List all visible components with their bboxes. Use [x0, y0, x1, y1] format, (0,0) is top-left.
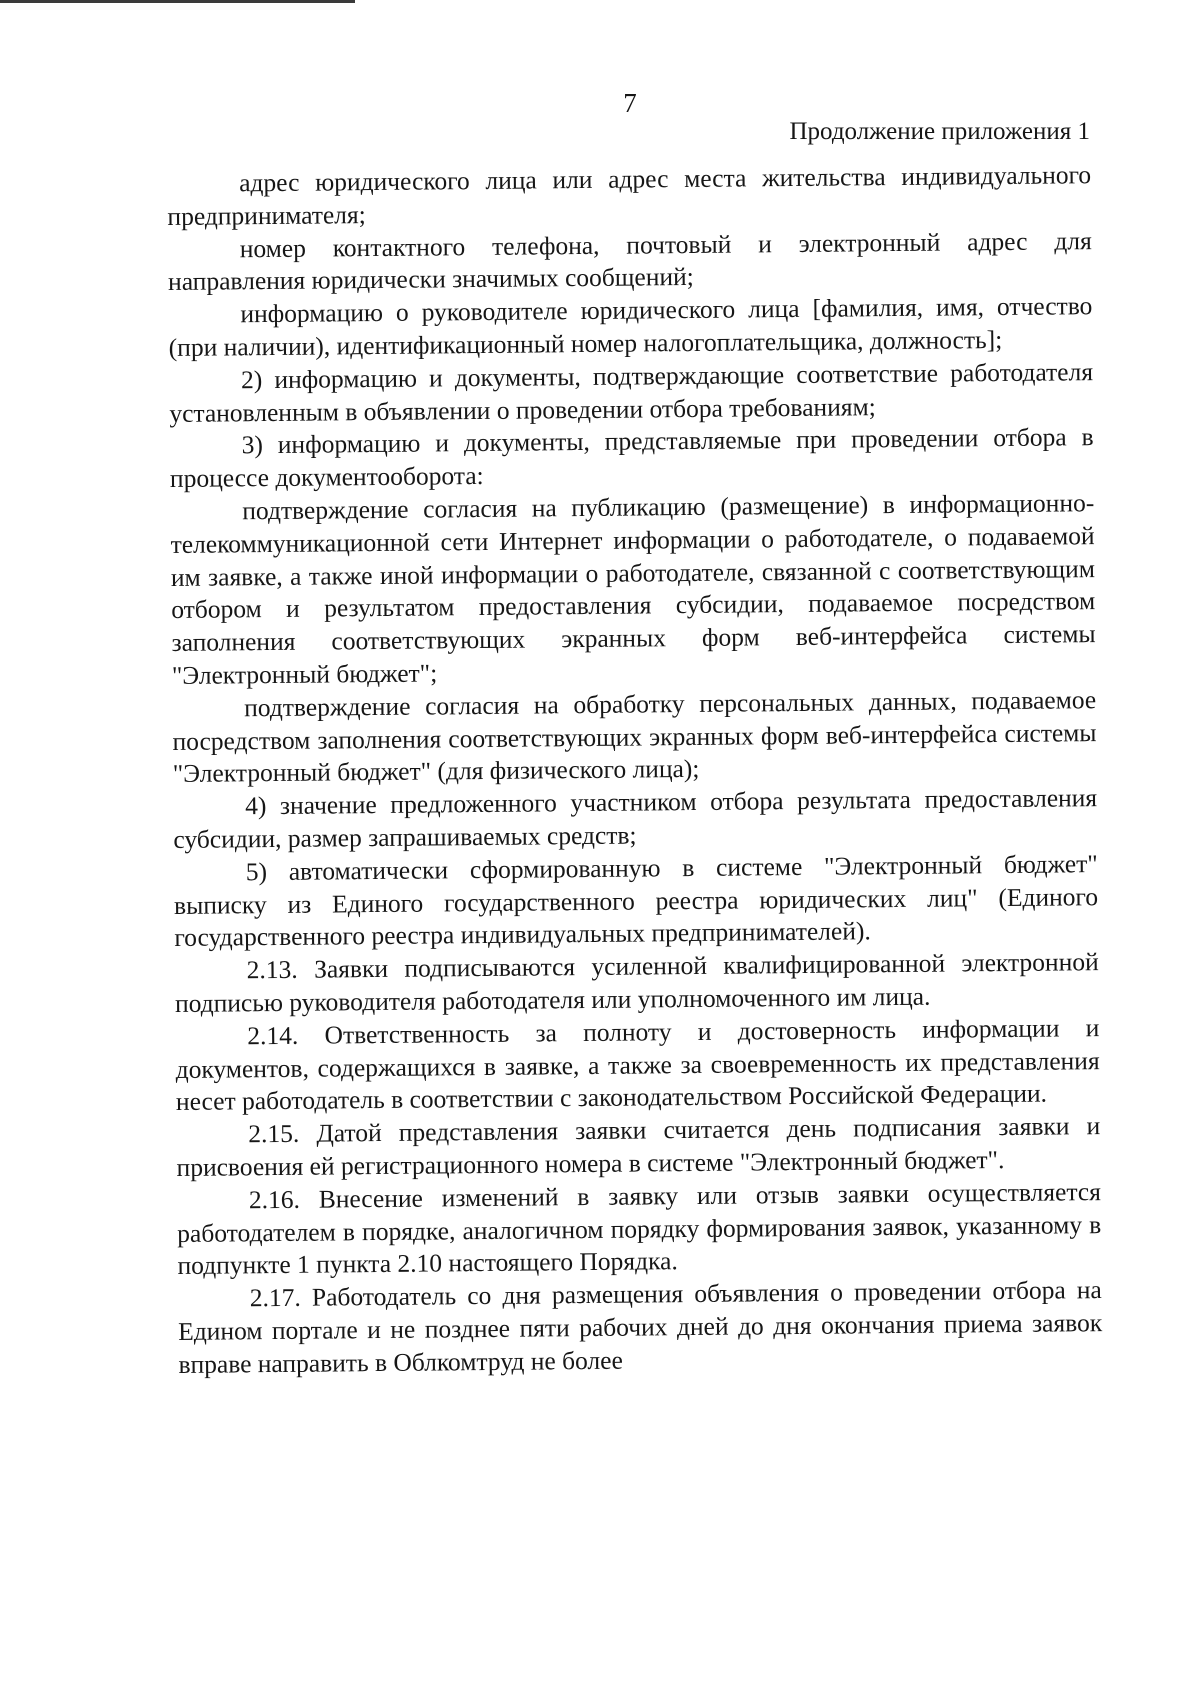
- paragraph-9: 5) автоматически сформированную в системе "Электронный бюджет" выписку из Единого государственного реестра юридических лиц" (Единого государственного реестра индивидуальных предпринимателей).: [173, 848, 1099, 953]
- paragraph-3: информацию о руководителе юридического лица [фамилия, имя, отчество (при наличии), идентификационный номер налогоплательщика, должность];: [168, 291, 1093, 362]
- paragraph-11: 2.14. Ответственность за полноту и достоверность информации и документов, содержащихся в заявке, а также за своевременность их представления несет работодатель в соответствии с законодательством Российской Федерации.: [175, 1012, 1100, 1117]
- running-head: Продолжение приложения 1: [789, 118, 1090, 145]
- paragraph-12: 2.15. Датой представления заявки считается день подписания заявки и присвоения ей регистрационного номера в системе "Электронный бюджет".: [176, 1111, 1101, 1182]
- paragraph-8: 4) значение предложенного участником отбора результата предоставления субсидии, размер запрашиваемых средств;: [173, 783, 1098, 854]
- paragraph-1: адрес юридического лица или адрес места жительства индивидуального предпринимателя;: [167, 160, 1092, 231]
- paragraph-13: 2.16. Внесение изменений в заявку или отзыв заявки осуществляется работодателем в порядке, аналогичном порядку формирования заявок, указанному в подпункте 1 пункта 2.10 настоящего Порядка.: [177, 1176, 1102, 1281]
- paragraph-6: подтверждение согласия на публикацию (размещение) в информационно-телекоммуникационной сети Интернет информации о работодателе, о подаваемой им заявке, а также иной информации о работодателе, связанной с соответствующим отбором и результатом предоставления субсидии, подаваемое посредством заполнения соответствующих экранных форм веб-интерфейса системы "Электронный бюджет";: [170, 488, 1096, 690]
- paragraph-4: 2) информацию и документы, подтверждающие соответствие работодателя установленным в объявлении о проведении отбора требованиям;: [169, 356, 1094, 428]
- paragraph-2: номер контактного телефона, почтовый и электронный адрес для направления юридически значимых сообщений;: [167, 225, 1092, 297]
- document-body: [167, 159, 1103, 1381]
- paragraph-14: 2.17. Работодатель со дня размещения объявления о проведении отбора на Едином портале и не позднее пяти рабочих дней до дня окончания приема заявок вправе направить в Облкомтруд не более: [178, 1275, 1103, 1379]
- paragraph-7: подтверждение согласия на обработку персональных данных, подаваемое посредством заполнения соответствующих экранных форм веб-интерфейса системы "Электронный бюджет" (для физического лица);: [172, 684, 1097, 789]
- paragraph-5: 3) информацию и документы, представляемые при проведении отбора в процессе документооборота:: [169, 422, 1094, 494]
- paragraph-10: 2.13. Заявки подписываются усиленной квалифицированной электронной подписью руководителя работодателя или уполномоченного им лица.: [174, 947, 1099, 1018]
- scan-edge-line: [0, 0, 355, 3]
- page-number: 7: [623, 88, 637, 118]
